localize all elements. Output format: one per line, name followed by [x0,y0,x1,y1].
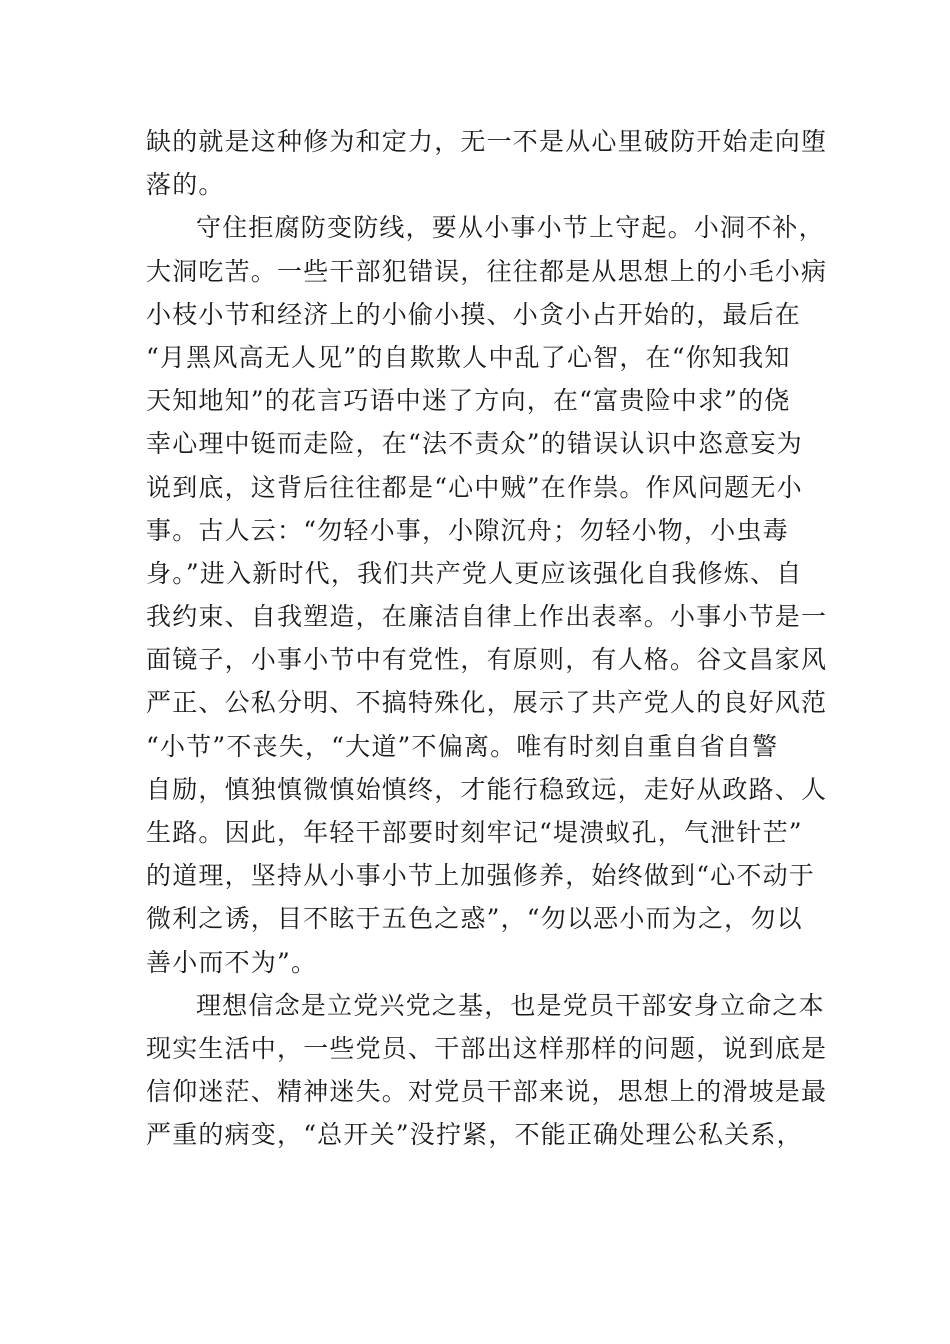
text-line: 信仰迷茫、精神迷失。对党员干部来说，思想上的滑坡是最 [146,1077,828,1107]
paragraph-first-line: 理想信念是立党兴党之基，也是党员干部安身立命之本 [196,990,825,1020]
text-line: 的道理，坚持从小事小节上加强修养，始终做到“心不动于 [146,861,815,891]
text-line: “月黑风高无人见”的自欺欺人中乱了心智，在“你知我知 [146,342,791,372]
text-line: 微利之诱，目不眩于五色之惑”，“勿以恶小而为之，勿以 [146,904,803,934]
text-line: “小节”不丧失，“大道”不偏离。唯有时刻自重自省自警 [146,731,779,761]
body-text [146,120,828,1157]
text-line: 我约束、自我塑造，在廉洁自律上作出表率。小事小节是一 [146,602,828,632]
text-line: 善小而不为”。 [146,947,318,977]
text-line: 说到底，这背后往往都是“心中贼”在作祟。作风问题无小 [146,472,803,502]
paragraph-first-line: 守住拒腐防变防线，要从小事小节上守起。小洞不补， [196,213,825,243]
text-line: 自励，慎独慎微慎始慎终，才能行稳致远，走好从政路、人 [146,774,828,804]
text-line: 事。古人云：“勿轻小事，小隙沉舟；勿轻小物，小虫毒 [146,515,789,545]
text-line: 身。”进入新时代，我们共产党人更应该强化自我修炼、自 [146,558,803,588]
text-line: 生路。因此，年轻干部要时刻牢记“堤溃蚁孔，气泄针芒” [146,818,803,847]
text-line: 小枝小节和经济上的小偷小摸、小贪小占开始的，最后在 [146,299,802,329]
text-line: 落的。 [146,170,225,200]
text-line: 幸心理中铤而走险，在“法不责众”的错误认识中恣意妄为 [146,429,803,459]
text-line: 现实生活中，一些党员、干部出这样那样的问题，说到底是 [146,1033,828,1063]
text-line: 天知地知”的花言巧语中迷了方向，在“富贵险中求”的侥 [146,386,791,416]
text-line: 大洞吃苦。一些干部犯错误，往往都是从思想上的小毛小病 [146,256,828,286]
text-line: 缺的就是这种修为和定力，无一不是从心里破防开始走向堕 [146,127,828,156]
text-line: 严重的病变，“总开关”没拧紧，不能正确处理公私关系， [146,1120,803,1150]
text-line: 严正、公私分明、不搞特殊化，展示了共产党人的良好风范 [146,688,828,718]
text-line: 面镜子，小事小节中有党性，有原则，有人格。谷文昌家风 [146,645,828,675]
